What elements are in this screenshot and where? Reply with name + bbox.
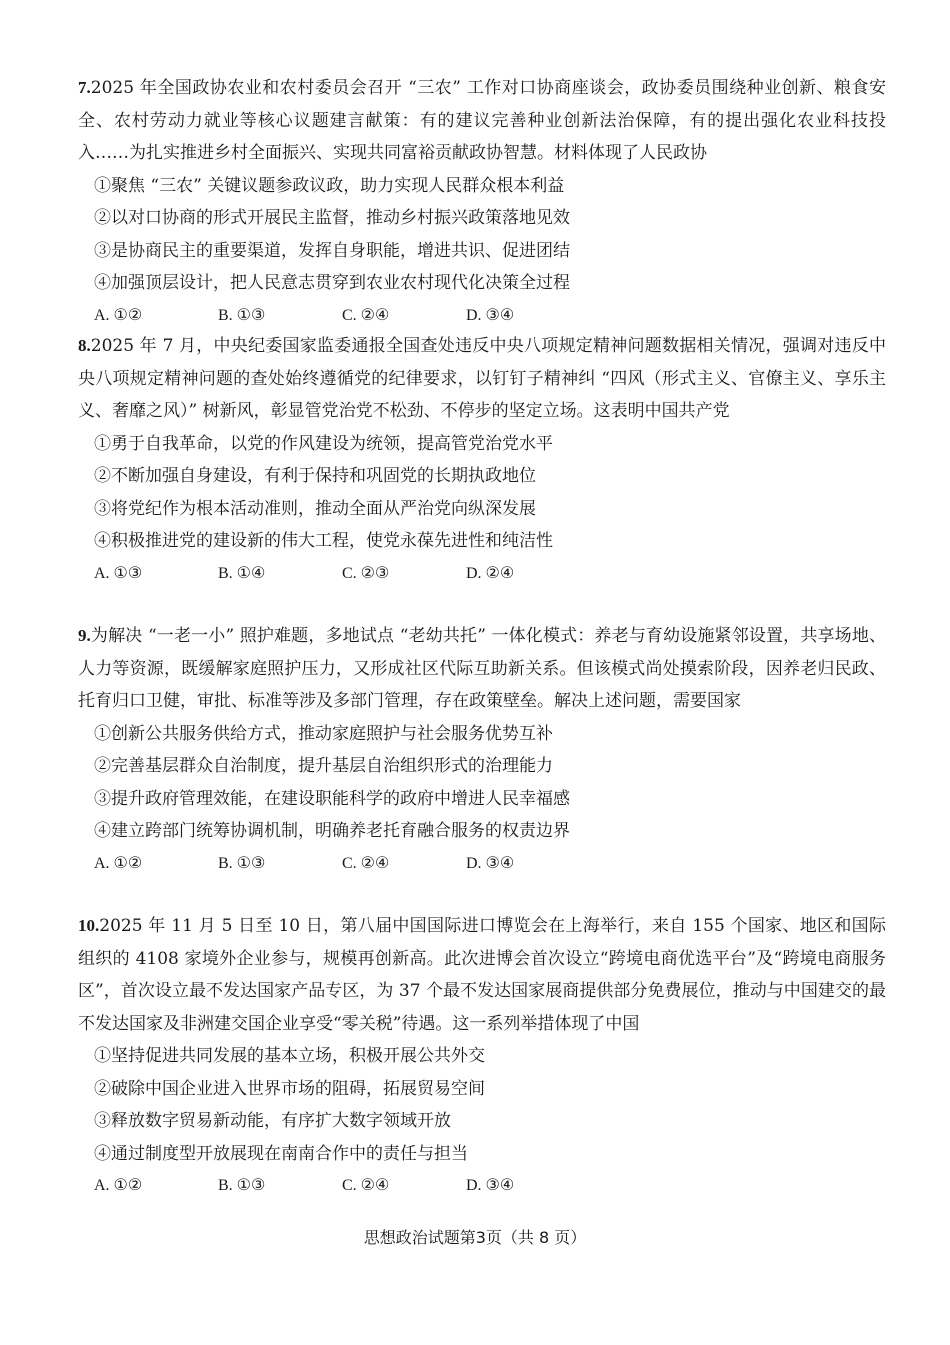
question-stem [78, 72, 886, 170]
page-footer: 思想政治试题第3页（共 8 页） [363, 1228, 587, 1247]
question-number: 9. [78, 626, 91, 645]
option-1: ①坚持促进共同发展的基本立场，积极开展公共外交 [94, 1046, 485, 1066]
choice-c: C. ②④ [342, 1177, 390, 1194]
choice-b: B. ①③ [218, 306, 266, 324]
answer-choices [78, 848, 886, 881]
question-number: 10. [78, 916, 100, 935]
option-4: ④积极推进党的建设新的伟大工程，使党永葆先进性和纯洁性 [94, 531, 553, 551]
answer-choices [78, 300, 886, 333]
choice-c: C. ②③ [342, 564, 390, 582]
choice-b: B. ①③ [218, 854, 266, 872]
choice-a: A. ①③ [94, 564, 143, 582]
question-number: 8. [78, 336, 91, 355]
option-4: ④建立跨部门统筹协调机制，明确养老托育融合服务的权责边界 [94, 821, 570, 841]
option-2: ②完善基层群众自治制度，提升基层自治组织形式的治理能力 [94, 756, 553, 776]
choice-c: C. ②④ [342, 306, 390, 324]
choice-d: D. ③④ [466, 306, 515, 324]
option-2: ②不断加强自身建设，有利于保持和巩固党的长期执政地位 [94, 466, 536, 486]
question-stem [78, 620, 886, 718]
question-stem [78, 330, 886, 428]
question-8 [78, 330, 886, 590]
question-stem [78, 910, 886, 1040]
choice-d: D. ③④ [466, 1177, 515, 1194]
choice-d: D. ③④ [466, 854, 515, 872]
option-2: ②以对口协商的形式开展民主监督，推动乡村振兴政策落地见效 [94, 208, 570, 228]
option-3: ③提升政府管理效能，在建设职能科学的政府中增进人民幸福感 [94, 788, 570, 809]
question-9 [78, 620, 886, 880]
option-1: ①创新公共服务供给方式，推动家庭照护与社会服务优势互补 [94, 723, 553, 744]
choice-b: B. ①④ [218, 564, 266, 582]
option-4: ④加强顶层设计，把人民意志贯穿到农业农村现代化决策全过程 [94, 273, 570, 293]
question-stem-text: 为解决 “一老一小” 照护难题，多地试点 “老幼共托” 一体化模式：养老与育幼设施紧邻设置，共享场地、人力等资源，既缓解家庭照护压力，又形成社区代际互助新关系。但该模式尚处摸索阶段，因养老归民政、托育归口卫健，审批、标准等涉及多部门管理，存在政策壁垒。解决上述问题，需要国家 [78, 626, 886, 711]
question-10 [78, 910, 886, 1203]
option-2: ②破除中国企业进入世界市场的阻碍，拓展贸易空间 [94, 1078, 485, 1099]
choice-a: A. ①② [94, 1177, 143, 1194]
question-stem-text: 2025 年全国政协农业和农村委员会召开 “三农” 工作对口协商座谈会，政协委员围绕种业创新、粮食安全、农村劳动力就业等核心议题建言献策：有的建议完善种业创新法治保障，有的提出强化农业科技投入……为扎实推进乡村全面振兴、实现共同富裕贡献政协智慧。材料体现了人民政协 [78, 78, 886, 163]
question-stem-text: 2025 年 11 月 5 日至 10 日，第八届中国国际进口博览会在上海举行，来自 155 个国家、地区和国际组织的 4108 家境外企业参与，规模再创新高。此次进博会首次设立“跨境电商优选平台”及“跨境电商服务区”，首次设立最不发达国家产品专区，为 37 个最不发达国家展商提供部分免费展位，推动与中国建交的最不发达国家及非洲建交国企业享受“零关税”待遇。这一系列举措体现了中国 [78, 916, 886, 1034]
option-1: ①聚焦 “三农” 关键议题参政议政，助力实现人民群众根本利益 [94, 175, 565, 196]
answer-choices [78, 558, 886, 591]
answer-choices [78, 1170, 886, 1203]
choice-a: A. ①② [94, 306, 143, 324]
choice-c: C. ②④ [342, 854, 390, 872]
option-3: ③将党纪作为根本活动准则，推动全面从严治党向纵深发展 [94, 498, 536, 519]
choice-d: D. ②④ [466, 564, 515, 582]
choice-a: A. ①② [94, 854, 143, 872]
option-4: ④通过制度型开放展现在南南合作中的责任与担当 [94, 1143, 468, 1164]
question-7 [78, 72, 886, 332]
question-stem-text: 2025 年 7 月，中央纪委国家监委通报全国查处违反中央八项规定精神问题数据相关情况，强调对违反中央八项规定精神问题的查处始终遵循党的纪律要求，以钉钉子精神纠 “四风（形式主义、官僚主义、享乐主义、奢靡之风）” 树新风，彰显管党治党不松劲、不停步的坚定立场。这表明中国共产党 [78, 336, 886, 421]
option-3: ③释放数字贸易新动能，有序扩大数字领域开放 [94, 1111, 451, 1131]
question-number: 7. [78, 78, 91, 97]
option-3: ③是协商民主的重要渠道，发挥自身职能，增进共识、促进团结 [94, 240, 570, 261]
choice-b: B. ①③ [218, 1177, 266, 1194]
option-1: ①勇于自我革命，以党的作风建设为统领，提高管党治党水平 [94, 433, 553, 454]
